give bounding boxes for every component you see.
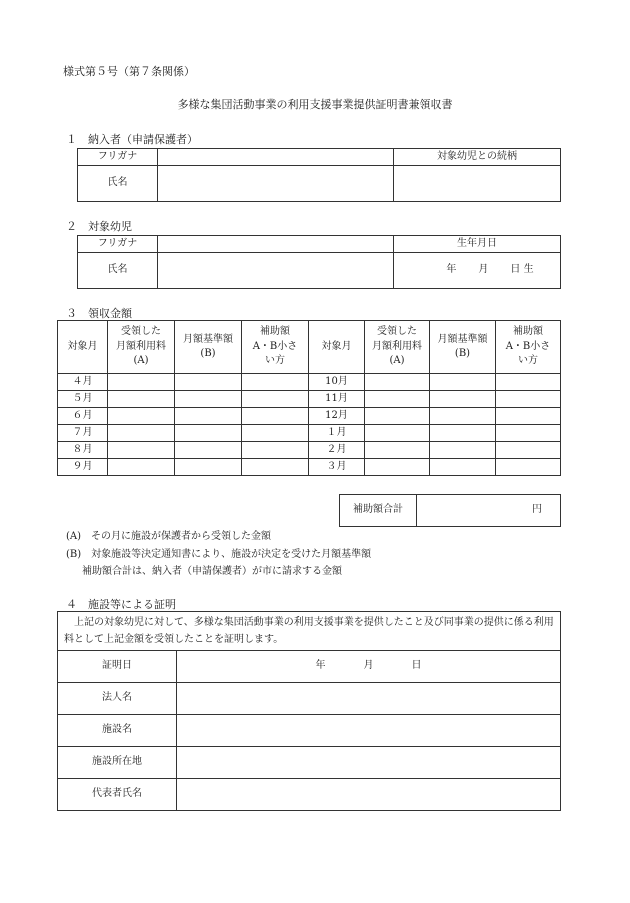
guardian-name-field[interactable] bbox=[158, 166, 394, 202]
form-number: 様式第５号（第７条関係） bbox=[63, 65, 195, 78]
month-label: 12月 bbox=[309, 408, 365, 425]
cert-day-label: 日 bbox=[411, 660, 422, 672]
base-amount-field[interactable] bbox=[175, 391, 242, 408]
total-unit: 円 bbox=[532, 504, 542, 516]
base-amount-field[interactable] bbox=[430, 391, 496, 408]
facility-name-field[interactable] bbox=[177, 715, 561, 747]
month-label: ９月 bbox=[58, 459, 108, 476]
received-amount-field[interactable] bbox=[108, 442, 175, 459]
month-label: ３月 bbox=[309, 459, 365, 476]
header-subsidy-right: 補助額 A・B小さ い方 bbox=[496, 321, 561, 374]
subsidy-amount-field[interactable] bbox=[242, 374, 309, 391]
base-amount-field[interactable] bbox=[175, 408, 242, 425]
child-table bbox=[77, 235, 561, 289]
table-row bbox=[58, 374, 561, 391]
guardian-relation-field[interactable] bbox=[394, 166, 561, 202]
birth-day-label: 日 生 bbox=[510, 264, 534, 276]
child-name-label: 氏名 bbox=[78, 253, 158, 289]
total-label: 補助額合計 bbox=[340, 495, 417, 527]
received-amount-field[interactable] bbox=[108, 425, 175, 442]
base-amount-field[interactable] bbox=[175, 374, 242, 391]
subsidy-amount-field[interactable] bbox=[242, 425, 309, 442]
base-amount-field[interactable] bbox=[430, 374, 496, 391]
cert-year-label: 年 bbox=[315, 660, 326, 672]
header-base-right: 月額基準額 (B) bbox=[430, 321, 496, 374]
received-amount-field[interactable] bbox=[108, 391, 175, 408]
birth-year-label: 年 bbox=[446, 264, 457, 276]
table-row bbox=[58, 391, 561, 408]
section2-heading: ２ 対象幼児 bbox=[66, 220, 132, 233]
received-amount-field[interactable] bbox=[108, 408, 175, 425]
child-birthdate-label: 生年月日 bbox=[394, 236, 561, 253]
header-subsidy-left: 補助額 A・B小さ い方 bbox=[242, 321, 309, 374]
guardian-furigana-label: フリガナ bbox=[78, 149, 158, 166]
subsidy-amount-field[interactable] bbox=[242, 442, 309, 459]
child-furigana-field[interactable] bbox=[158, 236, 394, 253]
base-amount-field[interactable] bbox=[430, 442, 496, 459]
section3-heading: ３ 領収金額 bbox=[66, 307, 132, 320]
subsidy-amount-field[interactable] bbox=[242, 408, 309, 425]
header-month-left: 対象月 bbox=[58, 321, 108, 374]
base-amount-field[interactable] bbox=[175, 442, 242, 459]
subsidy-amount-field[interactable] bbox=[496, 408, 561, 425]
note-a: (A) その月に施設が保護者から受領した金額 bbox=[66, 531, 272, 542]
month-label: １月 bbox=[309, 425, 365, 442]
total-amount-field[interactable] bbox=[417, 495, 561, 527]
guardian-name-label: 氏名 bbox=[78, 166, 158, 202]
received-amount-field[interactable] bbox=[365, 374, 430, 391]
document-title: 多様な集団活動事業の利用支援事業提供証明書兼領収書 bbox=[177, 98, 453, 111]
month-label: ２月 bbox=[309, 442, 365, 459]
month-label: 10月 bbox=[309, 374, 365, 391]
subsidy-amount-field[interactable] bbox=[496, 374, 561, 391]
notes bbox=[66, 528, 371, 581]
subsidy-amount-field[interactable] bbox=[242, 459, 309, 476]
child-birthdate-field[interactable] bbox=[394, 253, 561, 289]
total-table bbox=[339, 494, 561, 527]
cert-date-label: 証明日 bbox=[58, 651, 177, 683]
child-furigana-label: フリガナ bbox=[78, 236, 158, 253]
month-label: ５月 bbox=[58, 391, 108, 408]
subsidy-amount-field[interactable] bbox=[496, 425, 561, 442]
header-base-left: 月額基準額 (B) bbox=[175, 321, 242, 374]
header-received-right: 受領した 月額利用料 (A) bbox=[365, 321, 430, 374]
table-row bbox=[58, 425, 561, 442]
received-amount-field[interactable] bbox=[365, 425, 430, 442]
base-amount-field[interactable] bbox=[430, 425, 496, 442]
birth-month-label: 月 bbox=[478, 264, 489, 276]
month-label: ８月 bbox=[58, 442, 108, 459]
table-row bbox=[58, 442, 561, 459]
guardian-relation-label: 対象幼児との続柄 bbox=[394, 149, 561, 166]
facility-name-label: 施設名 bbox=[58, 715, 177, 747]
subsidy-amount-field[interactable] bbox=[496, 442, 561, 459]
corp-name-label: 法人名 bbox=[58, 683, 177, 715]
received-amount-field[interactable] bbox=[365, 391, 430, 408]
corp-name-field[interactable] bbox=[177, 683, 561, 715]
cert-month-label: 月 bbox=[363, 660, 374, 672]
received-amount-field[interactable] bbox=[108, 459, 175, 476]
received-amount-field[interactable] bbox=[365, 442, 430, 459]
received-amount-field[interactable] bbox=[365, 408, 430, 425]
guardian-furigana-field[interactable] bbox=[158, 149, 394, 166]
facility-address-field[interactable] bbox=[177, 747, 561, 779]
header-received-left: 受領した 月額利用料 (A) bbox=[108, 321, 175, 374]
subsidy-amount-field[interactable] bbox=[496, 459, 561, 476]
subsidy-amount-field[interactable] bbox=[496, 391, 561, 408]
note-total: 補助額合計は、納入者（申請保護者）が市に請求する金額 bbox=[82, 566, 342, 577]
cert-date-field[interactable] bbox=[177, 651, 561, 683]
base-amount-field[interactable] bbox=[175, 425, 242, 442]
base-amount-field[interactable] bbox=[430, 408, 496, 425]
table-row bbox=[58, 459, 561, 476]
child-name-field[interactable] bbox=[158, 253, 394, 289]
header-month-right: 対象月 bbox=[309, 321, 365, 374]
base-amount-field[interactable] bbox=[175, 459, 242, 476]
facility-address-label: 施設所在地 bbox=[58, 747, 177, 779]
subsidy-amount-field[interactable] bbox=[242, 391, 309, 408]
note-b: (B) 対象施設等決定通知書により、施設が決定を受けた月額基準額 bbox=[66, 548, 372, 560]
table-row bbox=[58, 408, 561, 425]
representative-name-field[interactable] bbox=[177, 779, 561, 811]
certification-table bbox=[57, 611, 561, 811]
guardian-table bbox=[77, 148, 561, 202]
received-amount-field[interactable] bbox=[365, 459, 430, 476]
base-amount-field[interactable] bbox=[430, 459, 496, 476]
section1-heading: １ 納入者（申請保護者） bbox=[66, 133, 198, 146]
month-label: ７月 bbox=[58, 425, 108, 442]
certification-statement: 上記の対象幼児に対して、多様な集団活動事業の利用支援事業を提供したこと及び同事業の提供に係る利用料として上記金額を受領したことを証明します。 bbox=[58, 612, 561, 651]
month-label: ４月 bbox=[58, 374, 108, 391]
month-label: 11月 bbox=[309, 391, 365, 408]
month-label: ６月 bbox=[58, 408, 108, 425]
amount-table bbox=[57, 320, 561, 476]
received-amount-field[interactable] bbox=[108, 374, 175, 391]
section4-heading: ４ 施設等による証明 bbox=[66, 598, 176, 611]
representative-name-label: 代表者氏名 bbox=[58, 779, 177, 811]
